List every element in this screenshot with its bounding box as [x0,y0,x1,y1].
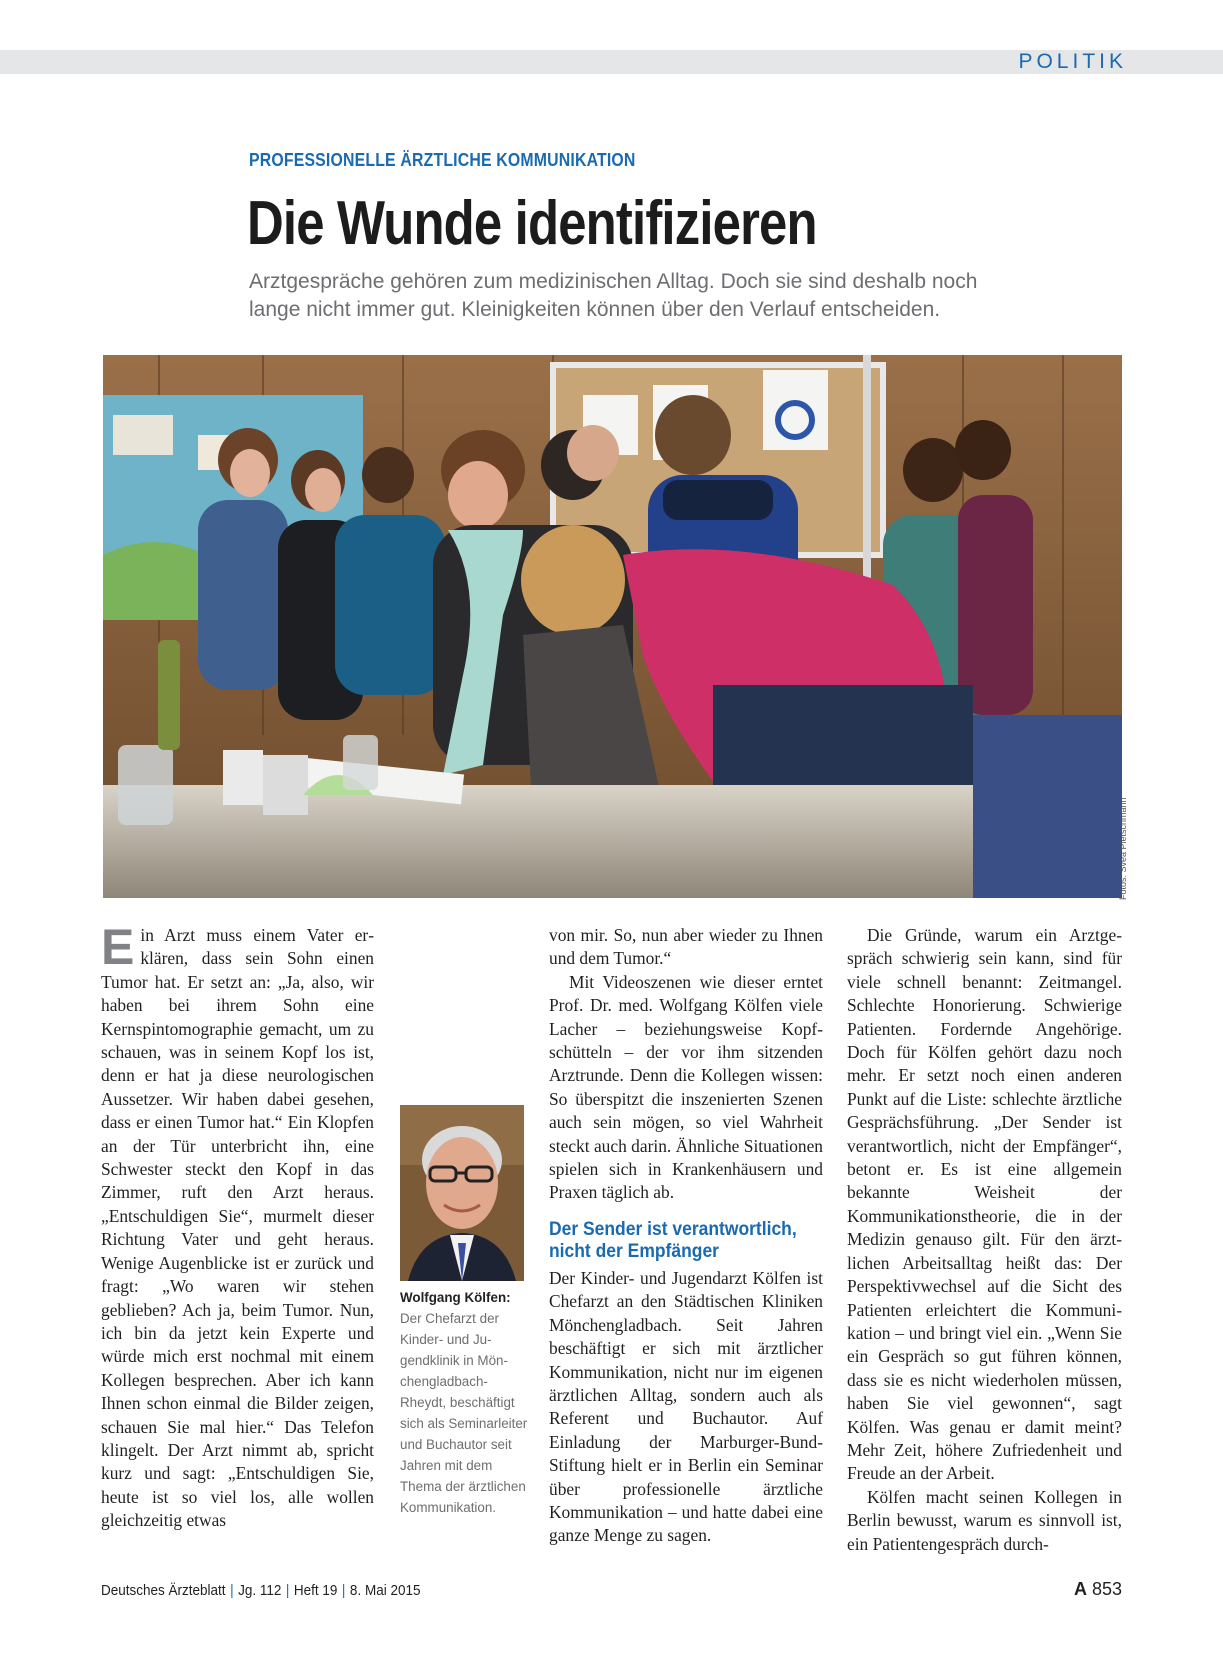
article-column-1 [101,919,374,1533]
article-kicker: PROFESSIONELLE ÄRZTLICHE KOMMUNIKATION [249,150,636,170]
separator: | [230,1582,234,1599]
article-paragraph: von mir. So, nun aber wieder zu Ihnen und dem Tumor.“ [549,925,823,969]
article-paragraph [101,919,374,1533]
journal-name: Deutsches Ärzteblatt [101,1582,226,1599]
lead-line: Arztgespräche gehören zum medizinischen Alltag. Doch sie sind deshalb noch [249,270,978,293]
page-number-value: 853 [1091,1579,1122,1599]
article-column-2 [549,924,823,1548]
volume: Jg. 112 [238,1582,282,1599]
article-lead [249,268,1109,324]
drop-cap: E [101,919,135,975]
photo-caption [400,1287,530,1518]
photo-credit: Fotos: Svea Pietschmann [1118,797,1128,900]
page-number [1074,1579,1122,1600]
caption-name: Wolfgang Kölfen: [400,1290,511,1305]
article-paragraph: Kölfen macht seinen Kollegen in Berlin bewusst, warum es sinnvoll ist, ein Patientengespräch durch- [847,1486,1122,1554]
separator: | [341,1582,346,1599]
caption-text: Der Chefarzt der Kinder- und Jugendklinik in Mönchengladbach-Rheydt, beschäftigt sich als Seminarleiter und Buchautor seit Jahren mit dem Thema der ärztlichen Kommunikation. [400,1311,528,1515]
article-paragraph: Die Gründe, warum ein Arztgespräch schwierig sein kann, sind für viele schnell benannt: Zeitmangel. Schlechte Honorierung. Schwierige Patienten. Fordernde Angehörige. Doch für Kölfen gehört dazu noch mehr. Er setzt noch einen anderen Punkt auf die Liste: schlechte ärztliche Gesprächsführung. „Der Sender ist verantwortlich, nicht der Empfänger“, betont er. Es ist eine allgemein bekannte Weisheit der Kommunikationstheorie, die in der Medizin genauso gilt. Für den ärztlichen Arbeitsalltag heißt das: Der Perspektivwechsel auf die Sicht des Patienten erleichtert die Kommunikation – und bringt viel ein. „Wenn Sie ein Gespräch so gut führen können, dass sie es nicht wiederholen müssen, haben Sie viel gewonnen“, sagt Kölfen. Was genau er damit meint? Mehr Zeit, höhere Zufriedenheit und Freude an der Arbeit. [847,925,1122,1484]
page-prefix: A [1073,1579,1087,1599]
lead-line: lange nicht immer gut. Kleinigkeiten können über den Verlauf entscheiden. [249,298,941,321]
article-paragraph: Mit Videoszenen wie dieser erntet Prof. Dr. med. Wolfgang Kölfen viele Lacher – beziehungsweise Kopfschütteln – der vor ihm sitzenden Arztrunde. Denn die Kollegen wissen: So überspitzt die inszenierten Szenen auch sein mögen, so viel Wahrheit steckt auch darin. Ähnliche Situationen spielen sich in Krankenhäusern und Praxen täglich ab. [549,971,823,1203]
separator: | [285,1582,290,1599]
article-column-3 [847,924,1122,1556]
issue-date: 8. Mai 2015 [349,1582,421,1599]
seminar-photo [103,355,1122,898]
portrait-photo [400,1105,524,1281]
article-paragraph: Der Kinder- und Jugendarzt Kölfen ist Chefarzt an den Städtischen Kliniken Mönchengladbach. Seit Jahren beschäftigt er sich mit ärztlicher Kommunikation, nicht nur im eigenen ärztlichen Alltag, sondern auch als Referent und Buchautor. Auf Einladung der Marburger-Bund-Stiftung hielt er in Berlin ein Seminar über professionelle ärztliche Kommunikation – und hatte dabei eine ganze Menge zu sagen. [549,1267,823,1546]
section-label: POLITIK [1018,50,1127,73]
page-footer [101,1582,420,1599]
issue: Heft 19 [293,1582,338,1599]
article-headline: Die Wunde identifizieren [247,189,817,258]
paragraph-text: in Arzt muss einem Vater erklären, dass sein Sohn einen Tumor hat. Er setzt an: „Ja, also, wir haben bei ihrem Sohn eine Kernspintomographie gemacht, um zu schauen, was in seinem Kopf los ist, denn er hat ja diese neurologischen Aussetzer. Wir haben dabei gesehen, dass er einen Tumor hat.“ Ein Klopfen an der Tür unterbricht ihn, eine Schwester steckt den Kopf in das Zimmer, ruft den Arzt heraus. „Entschuldigen Sie“, murmelt dieser Richtung Vater und geht heraus. Wenige Augenblicke ist er zurück und fragt: „Wo waren wir stehen geblieben? Ach ja, beim Tumor. Nun, ich bin da jetzt kein Experte und würde mich erst nochmal mit einem Kollegen besprechen. Aber ich kann Ihnen schon einmal die Bilder zeigen, schauen Sie mal hier.“ Das Telefon klingelt. Der Arzt nimmt ab, spricht kurz und sagt: „Entschuldigen Sie, heute ist so viel los, alle wollen gleichzeitig etwas [101,925,374,1531]
article-subheading: Der Sender ist verantwortlich, nicht der Empfänger [549,1218,797,1262]
